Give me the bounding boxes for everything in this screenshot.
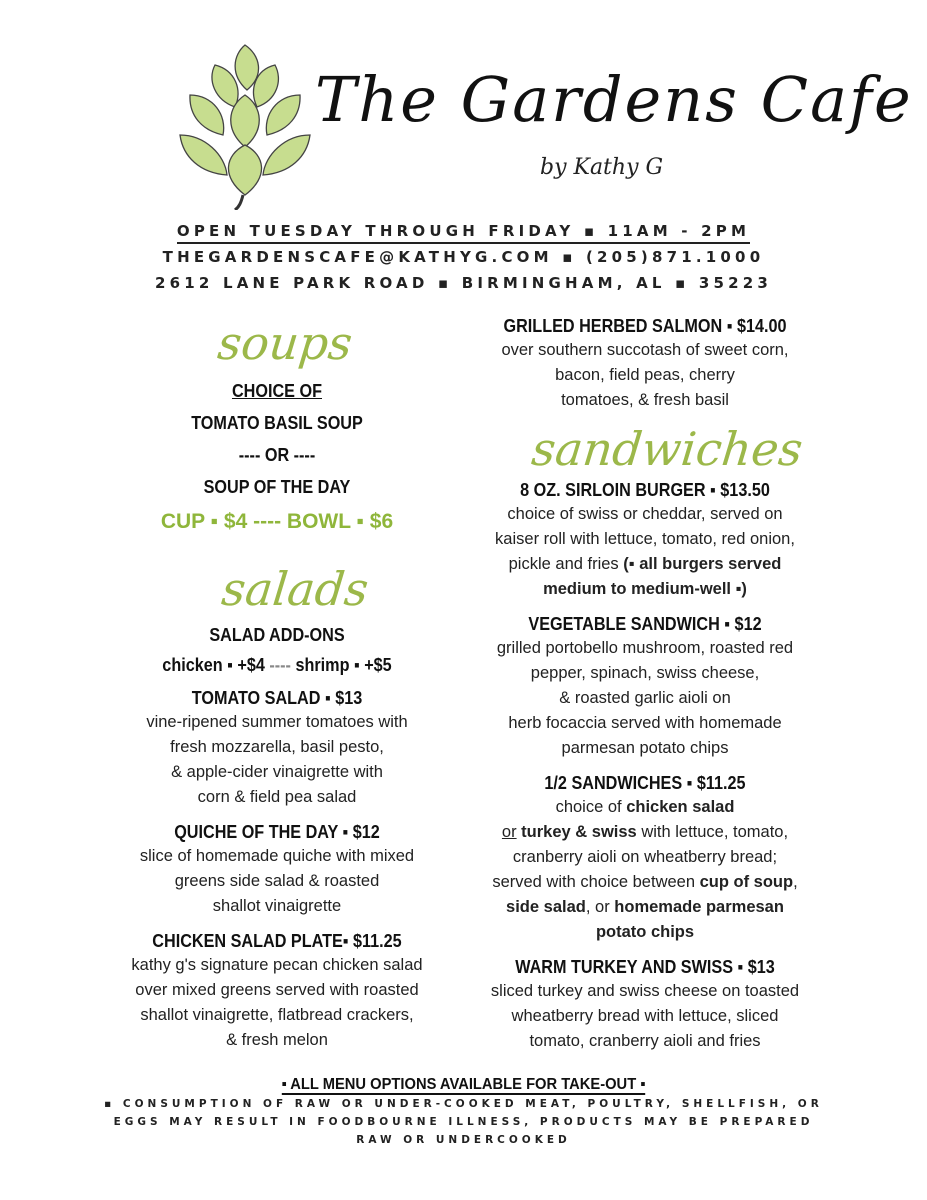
- disclaimer-line-2: EGGS MAY RESULT IN FOODBOURNE ILLNESS, PRODUCTS MAY BE PREPARED: [113, 1116, 814, 1128]
- soup-option-tomato: TOMATO BASIL SOUP: [191, 413, 363, 433]
- hours-line: OPEN TUESDAY THROUGH FRIDAY ▪ 11AM - 2PM: [0, 222, 927, 240]
- soup-option-day: SOUP OF THE DAY: [203, 477, 351, 497]
- half-sandwich-desc: choice of chicken salad or turkey & swiss with lettuce, tomato, cranberry aioli on wheatberry bread; served with choice between cup of soup, side salad, or homemade parmesan potato chips: [492, 798, 798, 941]
- tomato-salad-desc: vine-ripened summer tomatoes with fresh mozzarella, basil pesto, & apple-cider vinaigrette with corn & field pea salad: [146, 713, 408, 806]
- salad-addons-title: SALAD ADD-ONS: [209, 625, 345, 645]
- sandwiches-heading: sandwiches: [529, 422, 806, 476]
- chicken-salad-desc: kathy g's signature pecan chicken salad over mixed greens served with roasted shallot vinaigrette, flatbread crackers, & fresh melon: [131, 956, 423, 1049]
- burger-title: 8 OZ. SIRLOIN BURGER ▪ $13.50: [520, 480, 770, 500]
- turkey-swiss-title: WARM TURKEY AND SWISS ▪ $13: [515, 957, 775, 977]
- logo-byline: by Kathy G: [540, 155, 664, 180]
- soups-choice-of: CHOICE OF: [231, 381, 322, 401]
- soups-heading: soups: [215, 316, 355, 370]
- addon-chicken: chicken ▪ +$4: [162, 655, 265, 675]
- soup-or: ---- OR ----: [238, 445, 316, 465]
- half-sandwich-title: 1/2 SANDWICHES ▪ $11.25: [544, 773, 746, 793]
- chicken-salad-title: CHICKEN SALAD PLATE▪ $11.25: [152, 931, 402, 951]
- artichoke-icon: [165, 35, 325, 210]
- quiche-desc: slice of homemade quiche with mixed greens side salad & roasted shallot vinaigrette: [139, 847, 415, 915]
- quiche-title: QUICHE OF THE DAY ▪ $12: [174, 822, 380, 842]
- takeout-notice: ▪ ALL MENU OPTIONS AVAILABLE FOR TAKE-OUT ▪: [281, 1076, 646, 1093]
- soup-price: CUP ▪ $4 ---- BOWL ▪ $6: [160, 510, 394, 533]
- salads-heading: salads: [219, 562, 372, 616]
- sandwiches-section: [470, 478, 820, 1054]
- salmon-title: GRILLED HERBED SALMON ▪ $14.00: [503, 316, 787, 336]
- tomato-salad-title: TOMATO SALAD ▪ $13: [191, 688, 363, 708]
- disclaimer-line-3: RAW OR UNDERCOOKED: [356, 1134, 571, 1146]
- turkey-swiss-desc: sliced turkey and swiss cheese on toasted wheatberry bread with lettuce, sliced tomato, cranberry aioli and fries: [490, 982, 800, 1050]
- addon-shrimp: shrimp ▪ +$5: [295, 655, 392, 675]
- salmon-section: [470, 314, 820, 413]
- soups-section: [112, 378, 442, 536]
- logo: [165, 35, 913, 210]
- contact-line: THEGARDENSCAFE@KATHYG.COM ▪ (205)871.1000: [162, 248, 765, 266]
- salads-section: [112, 622, 442, 1053]
- disclaimer-line-1: ▪ CONSUMPTION OF RAW OR UNDER-COOKED MEAT, POULTRY, SHELLFISH, OR: [104, 1098, 823, 1110]
- veg-sandwich-title: VEGETABLE SANDWICH ▪ $12: [528, 614, 762, 634]
- veg-sandwich-desc: grilled portobello mushroom, roasted red pepper, spinach, swiss cheese, & roasted garlic aioli on herb focaccia served with homemade parmesan potato chips: [496, 639, 794, 757]
- addon-separator: ----: [264, 655, 296, 675]
- burger-desc: choice of swiss or cheddar, served on kaiser roll with lettuce, tomato, red onion, pickle and fries (▪ all burgers served medium to medium-well ▪): [495, 505, 795, 598]
- salad-addons: [129, 652, 426, 678]
- salmon-desc: over southern succotash of sweet corn, bacon, field peas, cherry tomatoes, & fresh basil: [501, 341, 789, 409]
- address-line: 2612 LANE PARK ROAD ▪ BIRMINGHAM, AL ▪ 35223: [154, 274, 773, 292]
- logo-title: The Gardens Cafe: [315, 63, 913, 136]
